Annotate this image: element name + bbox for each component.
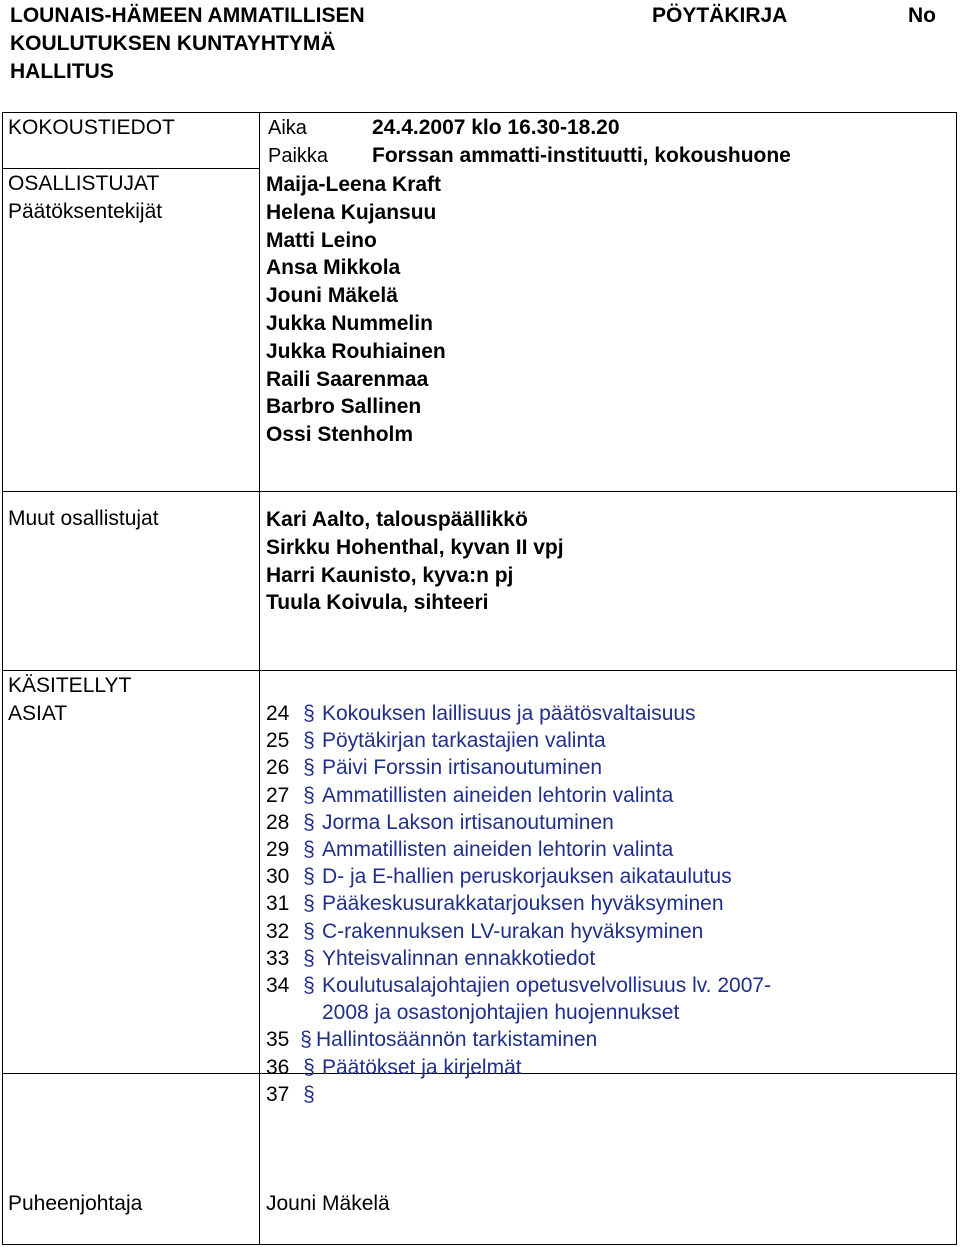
agenda-label [8, 672, 131, 728]
other-participant: Kari Aalto, talouspäällikkö [266, 508, 528, 531]
section-sign: § [303, 865, 315, 889]
item-title[interactable] [322, 945, 595, 972]
section-sign: § [303, 1055, 315, 1079]
participants-label: OSALLISTUJAT [8, 172, 160, 195]
meeting-info-label: KOKOUSTIEDOT [8, 116, 175, 139]
chair-name: Jouni Mäkelä [266, 1192, 390, 1215]
agenda-items [266, 700, 771, 1108]
agenda-label-line: ASIAT [8, 702, 68, 725]
place-value: Forssan ammatti-instituutti, kokoushuone [372, 144, 791, 167]
section-sign: § [303, 919, 315, 943]
place-label: Paikka [268, 145, 329, 167]
item-number: 31 [266, 892, 290, 916]
item-title[interactable] [322, 918, 703, 945]
participant-name: Jukka Rouhiainen [266, 339, 446, 363]
item-title-line: Pääkeskusurakkatarjouksen hyväksyminen [322, 892, 724, 916]
section-sign: § [303, 946, 315, 970]
other-participants-list [266, 506, 564, 617]
participant-name: Raili Saarenmaa [266, 367, 429, 391]
item-title-line: Ammatillisten aineiden lehtorin valinta [322, 838, 674, 862]
item-number: 28 [266, 810, 290, 834]
row-divider-others [3, 670, 956, 671]
section-sign: § [303, 702, 315, 725]
other-participant: Tuula Koivula, sihteeri [266, 591, 489, 615]
agenda-label-line: KÄSITELLYT [8, 674, 132, 697]
item-number: 34 [266, 974, 290, 998]
participant-name: Matti Leino [266, 228, 377, 252]
section-sign: § [303, 974, 315, 998]
time-label: Aika [268, 117, 307, 139]
item-number: 35 [266, 1028, 290, 1052]
agenda-item[interactable] [266, 836, 771, 863]
section-sign: § [303, 729, 315, 753]
item-title[interactable] [322, 836, 673, 863]
org-line: HALLITUS [10, 60, 114, 83]
item-title-line: Pöytäkirjan tarkastajien valinta [322, 729, 606, 753]
item-title-line: Kokouksen laillisuus ja päätösvaltaisuus [322, 702, 696, 725]
item-title-line: Päivi Forssin irtisanoutuminen [322, 756, 603, 780]
item-number: 25 [266, 729, 290, 753]
item-title[interactable] [316, 1026, 597, 1053]
agenda-item[interactable] [266, 1054, 771, 1081]
item-title[interactable] [322, 700, 696, 727]
item-title-line: 2008 ja osastonjohtajien huojennukset [322, 1001, 680, 1025]
agenda-item[interactable] [266, 727, 771, 754]
decision-makers-label: Päätöksentekijät [8, 200, 163, 223]
agenda-item[interactable] [266, 863, 771, 890]
other-participants-label: Muut osallistujat [8, 507, 159, 530]
row-divider-meeting [3, 168, 259, 169]
item-number: 33 [266, 946, 290, 970]
item-title[interactable] [322, 727, 606, 754]
agenda-item[interactable] [266, 782, 771, 809]
agenda-item[interactable] [266, 700, 771, 727]
section-sign: § [303, 838, 315, 862]
item-number: 37 [266, 1082, 290, 1106]
item-title[interactable] [322, 809, 614, 836]
organization-name [10, 2, 365, 86]
item-number: 24 [266, 702, 290, 725]
agenda-item[interactable] [266, 890, 771, 917]
item-title-line: Ammatillisten aineiden lehtorin valinta [322, 783, 674, 807]
item-title[interactable] [322, 890, 724, 917]
item-number: 27 [266, 783, 290, 807]
section-sign: § [300, 1028, 312, 1052]
document-number-label: No [908, 4, 936, 27]
item-title-line: Koulutusalajohtajien opetusvelvollisuus lv. 2007- [322, 974, 772, 998]
agenda-item[interactable] [266, 809, 771, 836]
agenda-item[interactable] [266, 972, 771, 1026]
item-title-line: Päätökset ja kirjelmät [322, 1055, 522, 1079]
participant-name: Maija-Leena Kraft [266, 173, 442, 196]
item-title[interactable] [322, 863, 732, 890]
org-line: LOUNAIS-HÄMEEN AMMATILLISEN [10, 4, 365, 27]
item-number: 29 [266, 838, 290, 862]
item-title[interactable] [322, 1054, 522, 1081]
section-sign: § [303, 783, 315, 807]
agenda-item[interactable] [266, 945, 771, 972]
item-title[interactable] [322, 782, 673, 809]
section-sign: § [303, 1082, 315, 1106]
participant-name: Jukka Nummelin [266, 311, 433, 335]
item-number: 36 [266, 1055, 290, 1079]
agenda-item[interactable] [266, 754, 771, 781]
participant-name: Barbro Sallinen [266, 395, 422, 419]
participant-name: Helena Kujansuu [266, 200, 437, 224]
chair-label: Puheenjohtaja [8, 1192, 143, 1215]
item-title-line: C-rakennuksen LV-urakan hyväksyminen [322, 919, 704, 943]
section-sign: § [303, 756, 315, 780]
row-divider-participants [3, 491, 956, 492]
item-number: 32 [266, 919, 290, 943]
participant-name: Ossi Stenholm [266, 423, 414, 447]
participant-name: Ansa Mikkola [266, 256, 401, 280]
item-number: 30 [266, 865, 290, 889]
time-value: 24.4.2007 klo 16.30-18.20 [372, 116, 620, 139]
item-title[interactable] [322, 972, 771, 1026]
item-title-line: D- ja E-hallien peruskorjauksen aikataulutus [322, 865, 732, 889]
item-title[interactable] [322, 754, 602, 781]
section-sign: § [303, 810, 315, 834]
document-type: PÖYTÄKIRJA [652, 4, 788, 27]
decision-makers-list [266, 171, 446, 449]
item-title-line: Jorma Lakson irtisanoutuminen [322, 810, 614, 834]
item-number: 26 [266, 756, 290, 780]
item-title-line: Yhteisvalinnan ennakkotiedot [322, 946, 596, 970]
agenda-item[interactable] [266, 918, 771, 945]
item-title-line: Hallintosäännön tarkistaminen [316, 1028, 598, 1052]
other-participant: Harri Kaunisto, kyva:n pj [266, 563, 514, 587]
agenda-item[interactable] [266, 1081, 771, 1108]
column-divider [259, 113, 260, 1244]
org-line: KOULUTUKSEN KUNTAYHTYMÄ [10, 32, 336, 55]
participant-name: Jouni Mäkelä [266, 284, 398, 308]
section-sign: § [303, 892, 315, 916]
other-participant: Sirkku Hohenthal, kyvan II vpj [266, 535, 564, 559]
agenda-item[interactable] [266, 1026, 771, 1053]
